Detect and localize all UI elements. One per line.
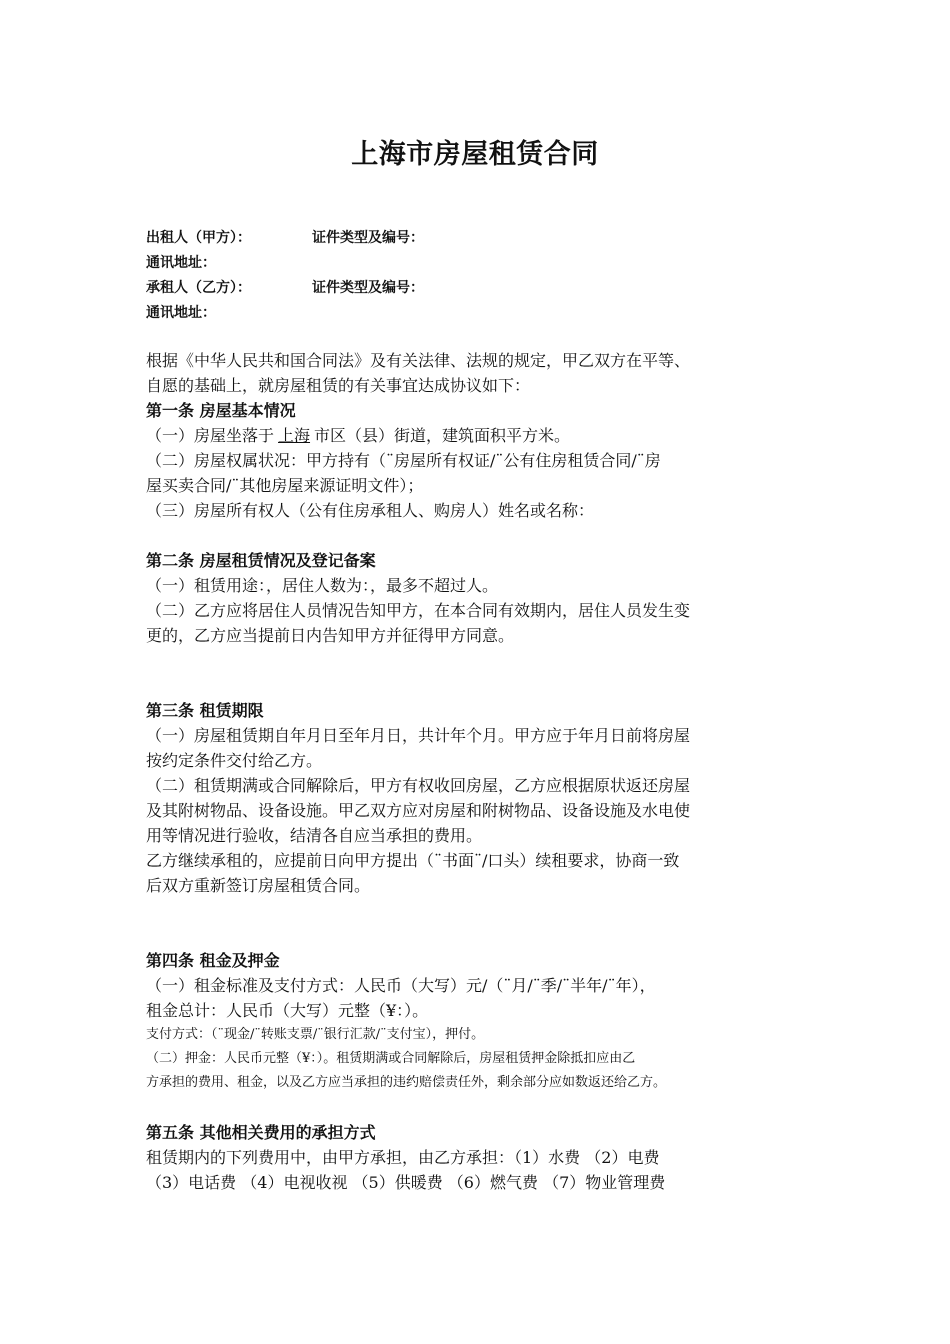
- article4-heading: 第四条 租金及押金: [146, 951, 280, 970]
- lessee-id-label: 证件类型及编号：: [312, 280, 424, 296]
- article1-line: 屋买卖合同/¨其他房屋来源证明文件）；: [146, 476, 424, 495]
- article1-line: [146, 423, 826, 448]
- article4-line: 方承担的费用、租金，以及乙方应当承担的违约赔偿责任外，剩余部分应如数返还给乙方。: [146, 1075, 667, 1090]
- article3-heading: 第三条 租赁期限: [146, 701, 264, 720]
- article2-line: （二）乙方应将居住人员情况告知甲方，在本合同有效期内，居住人员发生变: [146, 601, 691, 620]
- lessee-address-label: 通讯地址：: [146, 305, 216, 321]
- article1-line: （二）房屋权属状况：甲方持有（¨房屋所有权证/¨公有住房租赁合同/¨房: [146, 451, 661, 470]
- article2-line: （一）租赁用途：，居住人数为：，最多不超过人。: [146, 576, 499, 595]
- article4-line: 支付方式：（¨现金/¨转账支票/¨银行汇款/¨支付宝），押付。: [146, 1027, 485, 1042]
- lessor-address-label: 通讯地址：: [146, 255, 216, 271]
- article3-line: （一）房屋租赁期自年月日至年月日，共计年个月。甲方应于年月日前将房屋: [146, 726, 691, 745]
- article5-line: （3）电话费 （4）电视收视 （5）供暖费 （6）燃气费 （7）物业管理费: [146, 1173, 666, 1192]
- article1-line1-pre: （一）房屋坐落于: [146, 426, 275, 445]
- article1-heading: 第一条 房屋基本情况: [146, 401, 296, 420]
- article3-line: 及其附树物品、设备设施。甲乙双方应对房屋和附树物品、设备设施及水电使: [146, 801, 691, 820]
- article5-heading: 第五条 其他相关费用的承担方式: [146, 1123, 376, 1142]
- article3-line: 用等情况进行验收，结清各自应当承担的费用。: [146, 826, 483, 845]
- lessor-label: 出租人（甲方）：: [146, 230, 251, 246]
- lessee-row: [146, 276, 424, 301]
- location-city-fill: 上海: [278, 426, 311, 445]
- article1-line: （三）房屋所有权人（公有住房承租人、购房人）姓名或名称：: [146, 501, 595, 520]
- article2-line: 更的，乙方应当提前日内告知甲方并征得甲方同意。: [146, 626, 515, 645]
- article4-line: 租金总计：人民币（大写）元整（¥：）。: [146, 1001, 429, 1020]
- article4-line: （一）租金标准及支付方式：人民币（大写）元/（¨月/¨季/¨半年/¨年），: [146, 976, 656, 995]
- intro-line: 自愿的基础上，就房屋租赁的有关事宜达成协议如下：: [146, 376, 531, 395]
- lessor-id-label: 证件类型及编号：: [312, 230, 424, 246]
- article4-line: （二）押金：人民币元整（¥：）。租赁期满或合同解除后，房屋租赁押金除抵扣应由乙: [146, 1051, 636, 1066]
- article1-line1-post: 市区（县）街道，建筑面积平方米。: [314, 426, 571, 445]
- article3-line: （二）租赁期满或合同解除后，甲方有权收回房屋，乙方应根据原状返还房屋: [146, 776, 691, 795]
- spacer: [146, 523, 826, 548]
- intro-line: 根据《中华人民共和国合同法》及有关法律、法规的规定，甲乙双方在平等、: [146, 351, 691, 370]
- spacer: [146, 1095, 826, 1120]
- document-title: 上海市房屋租赁合同: [351, 139, 599, 170]
- article5-line: 租赁期内的下列费用中，由甲方承担，由乙方承担：（1）水费 （2）电费: [146, 1148, 660, 1167]
- article3-line: 按约定条件交付给乙方。: [146, 751, 323, 770]
- article3-line: 乙方继续承租的，应提前日向甲方提出（¨书面¨/口头）续租要求，协商一致: [146, 851, 680, 870]
- contract-body: [146, 348, 826, 1195]
- spacer: [146, 898, 826, 948]
- parties-block: [146, 226, 424, 326]
- lessor-row: [146, 226, 424, 251]
- spacer: [146, 648, 826, 698]
- article2-heading: 第二条 房屋租赁情况及登记备案: [146, 551, 376, 570]
- lessee-label: 承租人（乙方）：: [146, 280, 251, 296]
- article3-line: 后双方重新签订房屋租赁合同。: [146, 876, 371, 895]
